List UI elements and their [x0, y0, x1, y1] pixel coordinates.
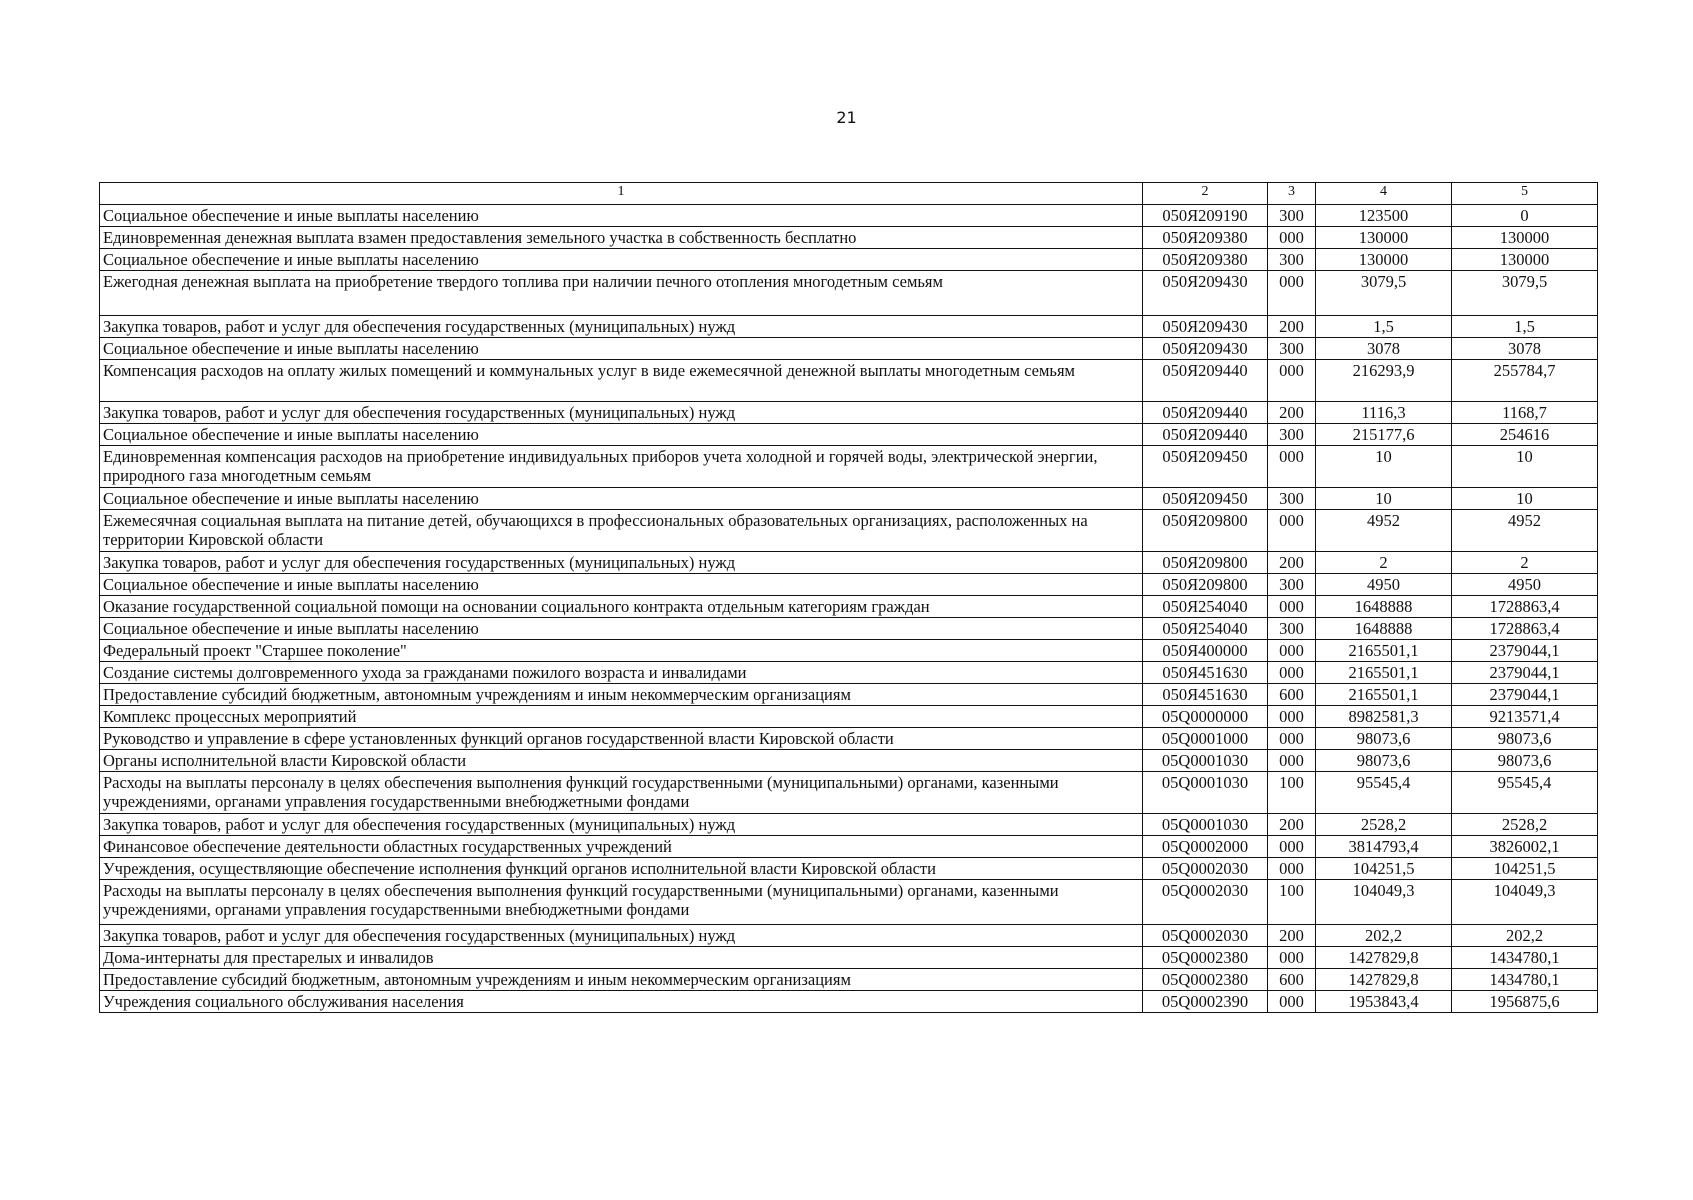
- row-value-1: 104049,3: [1316, 880, 1452, 925]
- row-code: 05Q0001030: [1143, 814, 1268, 836]
- row-value-2: 1434780,1: [1452, 969, 1598, 991]
- row-name: Компенсация расходов на оплату жилых помещений и коммунальных услуг в виде ежемесячной денежной выплаты многодетным семьям: [100, 360, 1143, 402]
- row-name: Предоставление субсидий бюджетным, автономным учреждениям и иным некоммерческим организациям: [100, 969, 1143, 991]
- row-value-1: 8982581,3: [1316, 706, 1452, 728]
- row-value-1: 4952: [1316, 510, 1452, 552]
- row-type: 000: [1268, 662, 1316, 684]
- row-value-1: 3078: [1316, 338, 1452, 360]
- row-type: 000: [1268, 750, 1316, 772]
- row-value-2: 1956875,6: [1452, 991, 1598, 1013]
- table-row: [100, 947, 1598, 969]
- row-value-2: 1,5: [1452, 316, 1598, 338]
- table-row: [100, 510, 1598, 552]
- row-code: 050Я400000: [1143, 640, 1268, 662]
- row-value-1: 1648888: [1316, 618, 1452, 640]
- header-col-2: 2: [1143, 183, 1268, 205]
- table-row: [100, 618, 1598, 640]
- row-value-1: 3814793,4: [1316, 836, 1452, 858]
- row-code: 050Я209800: [1143, 552, 1268, 574]
- table-row: [100, 836, 1598, 858]
- row-value-2: 2528,2: [1452, 814, 1598, 836]
- row-name: Социальное обеспечение и иные выплаты населению: [100, 338, 1143, 360]
- row-name: Ежегодная денежная выплата на приобретение твердого топлива при наличии печного отопления многодетным семьям: [100, 271, 1143, 316]
- table-row: [100, 991, 1598, 1013]
- row-name: Единовременная денежная выплата взамен предоставления земельного участка в собственность бесплатно: [100, 227, 1143, 249]
- row-code: 050Я209430: [1143, 316, 1268, 338]
- row-value-2: 3826002,1: [1452, 836, 1598, 858]
- row-type: 200: [1268, 402, 1316, 424]
- row-value-2: 3078: [1452, 338, 1598, 360]
- table-row: [100, 925, 1598, 947]
- table-row: [100, 728, 1598, 750]
- row-value-2: 4950: [1452, 574, 1598, 596]
- row-name: Социальное обеспечение и иные выплаты населению: [100, 205, 1143, 227]
- row-value-1: 104251,5: [1316, 858, 1452, 880]
- row-code: 050Я209430: [1143, 271, 1268, 316]
- row-value-2: 254616: [1452, 424, 1598, 446]
- header-col-4: 4: [1316, 183, 1452, 205]
- row-type: 200: [1268, 552, 1316, 574]
- row-name: Создание системы долговременного ухода за гражданами пожилого возраста и инвалидами: [100, 662, 1143, 684]
- row-value-2: 2379044,1: [1452, 684, 1598, 706]
- row-type: 000: [1268, 227, 1316, 249]
- row-value-1: 216293,9: [1316, 360, 1452, 402]
- row-code: 050Я254040: [1143, 596, 1268, 618]
- table-row: [100, 227, 1598, 249]
- row-value-1: 2165501,1: [1316, 662, 1452, 684]
- row-value-1: 95545,4: [1316, 772, 1452, 814]
- row-name: Закупка товаров, работ и услуг для обеспечения государственных (муниципальных) нужд: [100, 402, 1143, 424]
- row-code: 05Q0001030: [1143, 750, 1268, 772]
- row-value-2: 98073,6: [1452, 728, 1598, 750]
- row-value-1: 3079,5: [1316, 271, 1452, 316]
- row-type: 000: [1268, 640, 1316, 662]
- row-code: 05Q0002380: [1143, 947, 1268, 969]
- row-type: 300: [1268, 338, 1316, 360]
- table-row: [100, 338, 1598, 360]
- row-code: 050Я209380: [1143, 227, 1268, 249]
- row-type: 300: [1268, 488, 1316, 510]
- table-row: [100, 552, 1598, 574]
- row-value-2: 202,2: [1452, 925, 1598, 947]
- row-value-2: 95545,4: [1452, 772, 1598, 814]
- row-code: 050Я209440: [1143, 402, 1268, 424]
- row-code: 05Q0002030: [1143, 880, 1268, 925]
- table-row: [100, 316, 1598, 338]
- row-code: 050Я451630: [1143, 662, 1268, 684]
- row-type: 000: [1268, 947, 1316, 969]
- row-name: Социальное обеспечение и иные выплаты населению: [100, 618, 1143, 640]
- row-name: Ежемесячная социальная выплата на питание детей, обучающихся в профессиональных образовательных организациях, расположенных на территории Кировской области: [100, 510, 1143, 552]
- row-type: 100: [1268, 772, 1316, 814]
- row-value-1: 2165501,1: [1316, 684, 1452, 706]
- row-type: 300: [1268, 205, 1316, 227]
- table-row: [100, 969, 1598, 991]
- table-row: [100, 684, 1598, 706]
- row-value-2: 2379044,1: [1452, 662, 1598, 684]
- row-code: 05Q0002380: [1143, 969, 1268, 991]
- row-value-2: 0: [1452, 205, 1598, 227]
- table-row: [100, 446, 1598, 488]
- row-value-1: 98073,6: [1316, 728, 1452, 750]
- row-name: Учреждения, осуществляющие обеспечение исполнения функций органов исполнительной власти Кировской области: [100, 858, 1143, 880]
- table-row: [100, 880, 1598, 925]
- row-code: 05Q0002390: [1143, 991, 1268, 1013]
- row-value-1: 98073,6: [1316, 750, 1452, 772]
- row-type: 000: [1268, 728, 1316, 750]
- row-value-2: 98073,6: [1452, 750, 1598, 772]
- row-code: 050Я209800: [1143, 574, 1268, 596]
- row-name: Социальное обеспечение и иные выплаты населению: [100, 249, 1143, 271]
- row-value-2: 130000: [1452, 249, 1598, 271]
- row-type: 300: [1268, 249, 1316, 271]
- row-value-1: 1427829,8: [1316, 969, 1452, 991]
- row-code: 050Я209450: [1143, 488, 1268, 510]
- header-col-3: 3: [1268, 183, 1316, 205]
- row-code: 05Q0000000: [1143, 706, 1268, 728]
- row-name: Социальное обеспечение и иные выплаты населению: [100, 424, 1143, 446]
- row-value-2: 4952: [1452, 510, 1598, 552]
- row-value-1: 2165501,1: [1316, 640, 1452, 662]
- row-type: 600: [1268, 684, 1316, 706]
- row-type: 000: [1268, 836, 1316, 858]
- table-row: [100, 488, 1598, 510]
- row-value-1: 10: [1316, 446, 1452, 488]
- row-name: Закупка товаров, работ и услуг для обеспечения государственных (муниципальных) нужд: [100, 925, 1143, 947]
- row-type: 000: [1268, 596, 1316, 618]
- row-code: 05Q0002030: [1143, 925, 1268, 947]
- row-value-2: 1728863,4: [1452, 596, 1598, 618]
- row-name: Комплекс процессных мероприятий: [100, 706, 1143, 728]
- row-type: 000: [1268, 991, 1316, 1013]
- row-value-1: 2528,2: [1316, 814, 1452, 836]
- table-row: [100, 640, 1598, 662]
- row-code: 05Q0002000: [1143, 836, 1268, 858]
- row-value-2: 2379044,1: [1452, 640, 1598, 662]
- row-type: 300: [1268, 424, 1316, 446]
- row-code: 05Q0001030: [1143, 772, 1268, 814]
- row-type: 200: [1268, 316, 1316, 338]
- row-type: 000: [1268, 360, 1316, 402]
- table-row: [100, 858, 1598, 880]
- table-row: [100, 249, 1598, 271]
- table-row: [100, 360, 1598, 402]
- row-name: Предоставление субсидий бюджетным, автономным учреждениям и иным некоммерческим организациям: [100, 684, 1143, 706]
- table-row: [100, 772, 1598, 814]
- row-value-1: 2: [1316, 552, 1452, 574]
- row-code: 050Я254040: [1143, 618, 1268, 640]
- row-value-2: 104251,5: [1452, 858, 1598, 880]
- table-header-row: [100, 183, 1598, 205]
- row-type: 000: [1268, 706, 1316, 728]
- row-name: Дома-интернаты для престарелых и инвалидов: [100, 947, 1143, 969]
- row-code: 050Я209440: [1143, 424, 1268, 446]
- row-name: Закупка товаров, работ и услуг для обеспечения государственных (муниципальных) нужд: [100, 316, 1143, 338]
- row-value-1: 130000: [1316, 249, 1452, 271]
- row-name: Социальное обеспечение и иные выплаты населению: [100, 574, 1143, 596]
- row-value-2: 1168,7: [1452, 402, 1598, 424]
- row-code: 050Я209440: [1143, 360, 1268, 402]
- row-code: 050Я209190: [1143, 205, 1268, 227]
- row-type: 000: [1268, 446, 1316, 488]
- table-row: [100, 706, 1598, 728]
- row-value-1: 4950: [1316, 574, 1452, 596]
- table-row: [100, 596, 1598, 618]
- row-code: 050Я209450: [1143, 446, 1268, 488]
- row-value-1: 1648888: [1316, 596, 1452, 618]
- table-row: [100, 402, 1598, 424]
- table-row: [100, 424, 1598, 446]
- row-name: Расходы на выплаты персоналу в целях обеспечения выполнения функций государственными (муниципальными) органами, казенными учреждениями, органами управления государственными внебюджетными фондами: [100, 772, 1143, 814]
- row-type: 000: [1268, 858, 1316, 880]
- row-code: 050Я451630: [1143, 684, 1268, 706]
- row-name: Учреждения социального обслуживания населения: [100, 991, 1143, 1013]
- row-name: Закупка товаров, работ и услуг для обеспечения государственных (муниципальных) нужд: [100, 814, 1143, 836]
- row-value-1: 1,5: [1316, 316, 1452, 338]
- row-value-1: 1953843,4: [1316, 991, 1452, 1013]
- row-name: Социальное обеспечение и иные выплаты населению: [100, 488, 1143, 510]
- table-row: [100, 814, 1598, 836]
- row-type: 200: [1268, 925, 1316, 947]
- row-name: Органы исполнительной власти Кировской области: [100, 750, 1143, 772]
- row-code: 05Q0001000: [1143, 728, 1268, 750]
- row-code: 05Q0002030: [1143, 858, 1268, 880]
- row-value-2: 2: [1452, 552, 1598, 574]
- table-row: [100, 574, 1598, 596]
- header-col-1: 1: [100, 183, 1143, 205]
- row-value-1: 1116,3: [1316, 402, 1452, 424]
- table-row: [100, 750, 1598, 772]
- row-value-2: 130000: [1452, 227, 1598, 249]
- header-col-5: 5: [1452, 183, 1598, 205]
- row-name: Расходы на выплаты персоналу в целях обеспечения выполнения функций государственными (муниципальными) органами, казенными учреждениями, органами управления государственными внебюджетными фондами: [100, 880, 1143, 925]
- row-value-2: 104049,3: [1452, 880, 1598, 925]
- row-code: 050Я209380: [1143, 249, 1268, 271]
- row-type: 200: [1268, 814, 1316, 836]
- row-value-1: 215177,6: [1316, 424, 1452, 446]
- table-row: [100, 271, 1598, 316]
- row-value-1: 123500: [1316, 205, 1452, 227]
- table-row: [100, 205, 1598, 227]
- row-value-2: 1434780,1: [1452, 947, 1598, 969]
- row-value-2: 9213571,4: [1452, 706, 1598, 728]
- row-type: 000: [1268, 510, 1316, 552]
- row-name: Закупка товаров, работ и услуг для обеспечения государственных (муниципальных) нужд: [100, 552, 1143, 574]
- row-type: 000: [1268, 271, 1316, 316]
- row-value-1: 10: [1316, 488, 1452, 510]
- row-type: 100: [1268, 880, 1316, 925]
- row-name: Единовременная компенсация расходов на приобретение индивидуальных приборов учета холодной и горячей воды, электрической энергии, природного газа многодетным семьям: [100, 446, 1143, 488]
- row-value-1: 1427829,8: [1316, 947, 1452, 969]
- row-value-2: 1728863,4: [1452, 618, 1598, 640]
- row-name: Руководство и управление в сфере установленных функций органов государственной власти Кировской области: [100, 728, 1143, 750]
- row-value-2: 10: [1452, 488, 1598, 510]
- page-number: 21: [836, 108, 857, 127]
- row-code: 050Я209430: [1143, 338, 1268, 360]
- row-value-1: 202,2: [1316, 925, 1452, 947]
- row-value-2: 255784,7: [1452, 360, 1598, 402]
- row-type: 600: [1268, 969, 1316, 991]
- row-type: 300: [1268, 574, 1316, 596]
- row-value-2: 3079,5: [1452, 271, 1598, 316]
- budget-table: [99, 182, 1598, 1013]
- row-name: Финансовое обеспечение деятельности областных государственных учреждений: [100, 836, 1143, 858]
- row-name: Федеральный проект "Старшее поколение": [100, 640, 1143, 662]
- row-value-2: 10: [1452, 446, 1598, 488]
- row-value-1: 130000: [1316, 227, 1452, 249]
- table-row: [100, 662, 1598, 684]
- row-type: 300: [1268, 618, 1316, 640]
- row-name: Оказание государственной социальной помощи на основании социального контракта отдельным категориям граждан: [100, 596, 1143, 618]
- row-code: 050Я209800: [1143, 510, 1268, 552]
